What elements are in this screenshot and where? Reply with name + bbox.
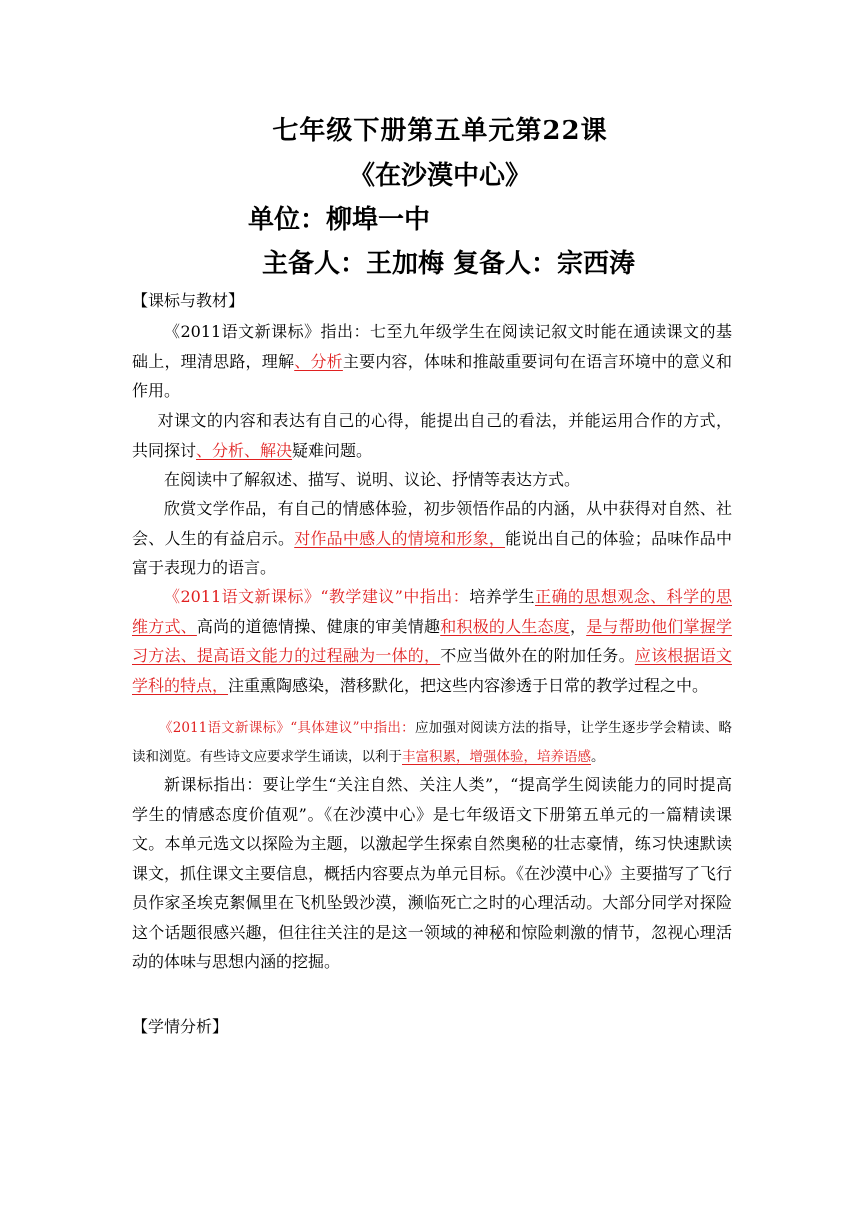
paragraph-cooperation <box>132 406 732 465</box>
text-run: 疑难问题。 <box>292 440 373 460</box>
paragraph-specific-suggestion <box>132 714 732 772</box>
text-run: 高尚的道德情操、健康的审美情趣 <box>196 616 441 636</box>
section-heading-curriculum: 【课标与教材】 <box>132 291 245 310</box>
text-title: 《在沙漠中心》 <box>348 161 531 191</box>
text-run: 对课文的内容和表达有自己的心得，能提出自己的看法，并能运用合作的方式，共同探讨 <box>132 411 732 460</box>
text-run: 。 <box>591 749 605 765</box>
red-text: 《2011语文新课标》“教学建议”中指出： <box>164 587 470 606</box>
underlined-text: 、分析、解决 <box>196 440 293 460</box>
paragraph-textbook-analysis: 新课标指出：要让学生“关注自然、关注人类”，“提高学生阅读能力的同时提高学生的情感态度价值观”。《在沙漠中心》是七年级语文下册第五单元的一篇精读课文。本单元选文以探险为主题，以激起学生探索自然奥秘的壮志豪情，练习快速默读课文，抓住课文主要信息，概括内容要点为单元目标。《在沙漠中心》主要描写了飞行员作家圣埃克絮佩里在飞机坠毁沙漠，濒临死亡之时的心理活动。大部分同学对探险这个话题很感兴趣，但往往关注的是这一领域的神秘和惊险刺激的情节，忽视心理活动的体味与思想内涵的挖掘。 <box>132 775 733 971</box>
underlined-text: 和积极的人生态度 <box>440 616 570 636</box>
underlined-text: 对作品中感人的情境和形象， <box>294 528 506 548</box>
text-run: ， <box>569 616 587 636</box>
text-run: 不应当做外在的附加任务。 <box>440 646 635 665</box>
text-run: 欣赏文学作品，有自己的情感体验，初步领悟作品的内涵，从中获得对自然、社会、人生的有益启示。 <box>132 499 732 548</box>
text-run: 《2011语文新课标》指出：七至九年级学生在阅读记叙文时能在通读课文的基础上，理清思路，理解 <box>132 322 732 371</box>
lesson-title: 七年级下册第五单元第22课 <box>272 116 608 146</box>
unit-line: 单位：柳埠一中 <box>248 205 431 235</box>
underlined-text: 应该根据语文学科的特点， <box>132 646 732 695</box>
underlined-text: 正确的思想观念、科学的思维方式、 <box>132 587 732 636</box>
red-text: 《2011语文新课标》“具体建议”中指出： <box>159 720 415 736</box>
text-run: 培养学生 <box>469 587 536 606</box>
underlined-text: 是与帮助他们掌握学习方法、提高语文能力的过程融为一体的， <box>132 616 732 665</box>
underlined-text: 丰富积累，增强体验，培养语感 <box>402 749 591 765</box>
text-run: 主要内容，体味和推敲重要词句在语言环境中的意义和作用。 <box>132 351 732 400</box>
paragraph-expression: 在阅读中了解叙述、描写、说明、议论、抒情等表达方式。 <box>164 470 581 489</box>
text-run: 应加强对阅读方法的指导，让学生逐步学会精读、略读和浏览。有些诗文应要求学生诵读，以利于 <box>132 720 732 765</box>
preparers-line: 主备人：王加梅 复备人：宗西涛 <box>262 249 636 279</box>
paragraph-standard <box>132 317 732 406</box>
section-heading-learner-analysis: 【学情分析】 <box>132 1017 229 1036</box>
text-run: 注重熏陶感染，潜移默化，把这些内容渗透于日常的教学过程之中。 <box>228 675 709 695</box>
underlined-text: 、分析 <box>294 351 343 371</box>
paragraph-teaching-suggestion <box>132 582 732 700</box>
text-run: 能说出自己的体验；品味作品中富于表现力的语言。 <box>132 528 732 577</box>
paragraph-appreciation <box>132 494 732 583</box>
